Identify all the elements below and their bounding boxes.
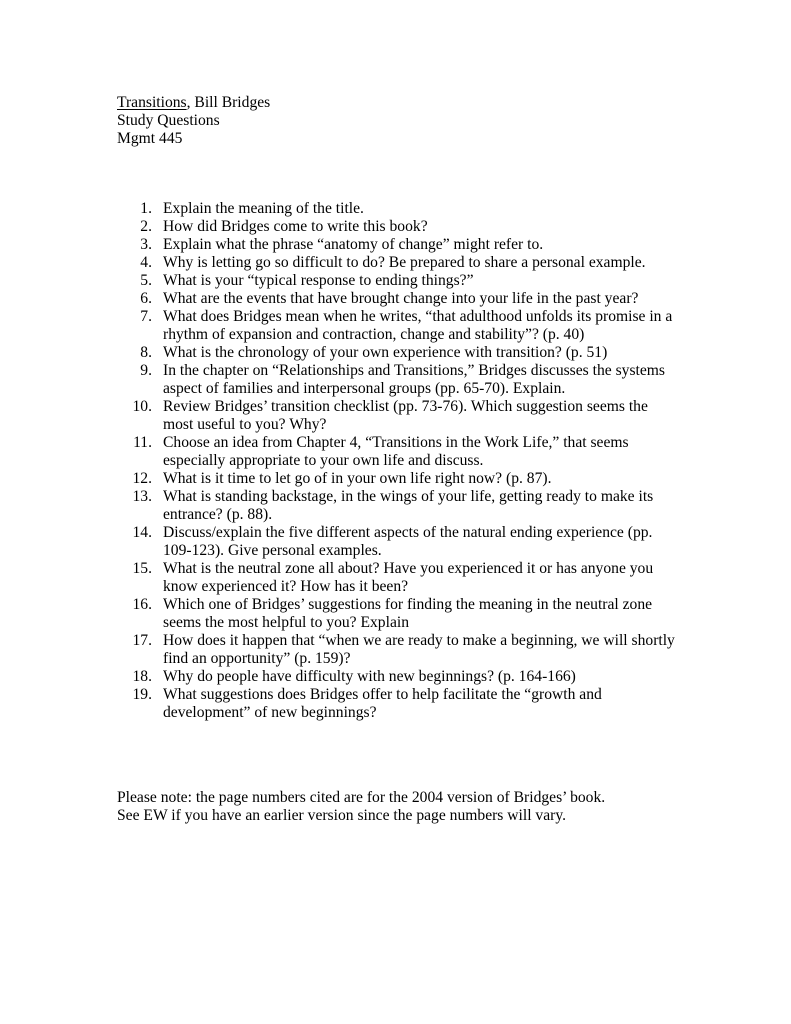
question-text: In the chapter on “Relationships and Transitions,” Bridges discusses the systems aspect of families and interpersonal groups (pp. 65-70). Explain. [163,362,665,397]
question-item [117,362,677,398]
question-item [117,344,677,362]
question-text: What are the events that have brought change into your life in the past year? [163,290,639,307]
page-number-note [117,789,717,825]
question-item [117,560,677,596]
question-item [117,686,677,722]
question-item [117,596,677,632]
question-text: What does Bridges mean when he writes, “that adulthood unfolds its promise in a rhythm of expansion and contraction, change and stability”? (p. 40) [163,308,673,343]
question-text: What is it time to let go of in your own life right now? (p. 87). [163,470,552,487]
question-text: Explain the meaning of the title. [163,200,364,217]
question-number: 2. [140,218,152,235]
question-item [117,290,677,308]
course-code: Mgmt 445 [117,130,183,147]
question-number: 12. [132,470,152,487]
question-number: 16. [132,596,152,613]
question-item [117,254,677,272]
question-text: Review Bridges’ transition checklist (pp. 73-76). Which suggestion seems the most useful to you? Why? [163,398,648,433]
question-number: 3. [140,236,152,253]
question-number: 18. [132,668,152,685]
question-item [117,200,677,218]
question-item [117,272,677,290]
question-text: Which one of Bridges’ suggestions for finding the meaning in the neutral zone seems the most helpful to you? Explain [163,596,653,631]
question-number: 8. [140,344,152,361]
question-text: Why is letting go so difficult to do? Be prepared to share a personal example. [163,254,646,271]
question-number: 13. [132,488,152,505]
question-item [117,398,677,434]
question-text: What is the chronology of your own experience with transition? (p. 51) [163,344,608,361]
question-item [117,308,677,344]
question-text: What is standing backstage, in the wings of your life, getting ready to make its entrance? (p. 88). [163,488,654,523]
question-number: 19. [132,686,152,703]
question-item [117,524,677,560]
note-line: Please note: the page numbers cited are for the 2004 version of Bridges’ book. [117,789,606,806]
document-subtitle: Study Questions [117,112,220,129]
question-text: What is your “typical response to ending things?” [163,272,474,289]
document-header [117,94,677,148]
question-text: What is the neutral zone all about? Have you experienced it or has anyone you know experienced it? How has it been? [163,560,654,595]
book-author: , Bill Bridges [186,94,271,111]
question-text: Explain what the phrase “anatomy of change” might refer to. [163,236,544,253]
question-number: 17. [132,632,152,649]
question-text: Discuss/explain the five different aspects of the natural ending experience (pp. 109-123). Give personal examples. [163,524,653,559]
study-questions-list [117,200,677,722]
document-title [117,94,677,112]
question-text: How did Bridges come to write this book? [163,218,428,235]
note-line: See EW if you have an earlier version since the page numbers will vary. [117,807,567,824]
book-title: Transitions [117,94,187,111]
question-number: 7. [140,308,152,325]
question-text: What suggestions does Bridges offer to help facilitate the “growth and development” of new beginnings? [163,686,602,721]
question-number: 4. [140,254,152,271]
question-item [117,632,677,668]
question-item [117,470,677,488]
question-item [117,434,677,470]
question-number: 10. [132,398,152,415]
question-number: 14. [132,524,152,541]
question-item [117,488,677,524]
question-text: Choose an idea from Chapter 4, “Transitions in the Work Life,” that seems especially appropriate to your own life and discuss. [163,434,629,469]
question-text: Why do people have difficulty with new beginnings? (p. 164-166) [163,668,576,685]
question-number: 15. [132,560,152,577]
question-number: 1. [140,200,152,217]
question-number: 11. [133,434,152,451]
question-number: 5. [140,272,152,289]
question-item [117,236,677,254]
question-number: 6. [140,290,152,307]
question-text: How does it happen that “when we are ready to make a beginning, we will shortly find an opportunity” (p. 159)? [163,632,675,667]
question-number: 9. [140,362,152,379]
question-item [117,218,677,236]
question-item [117,668,677,686]
